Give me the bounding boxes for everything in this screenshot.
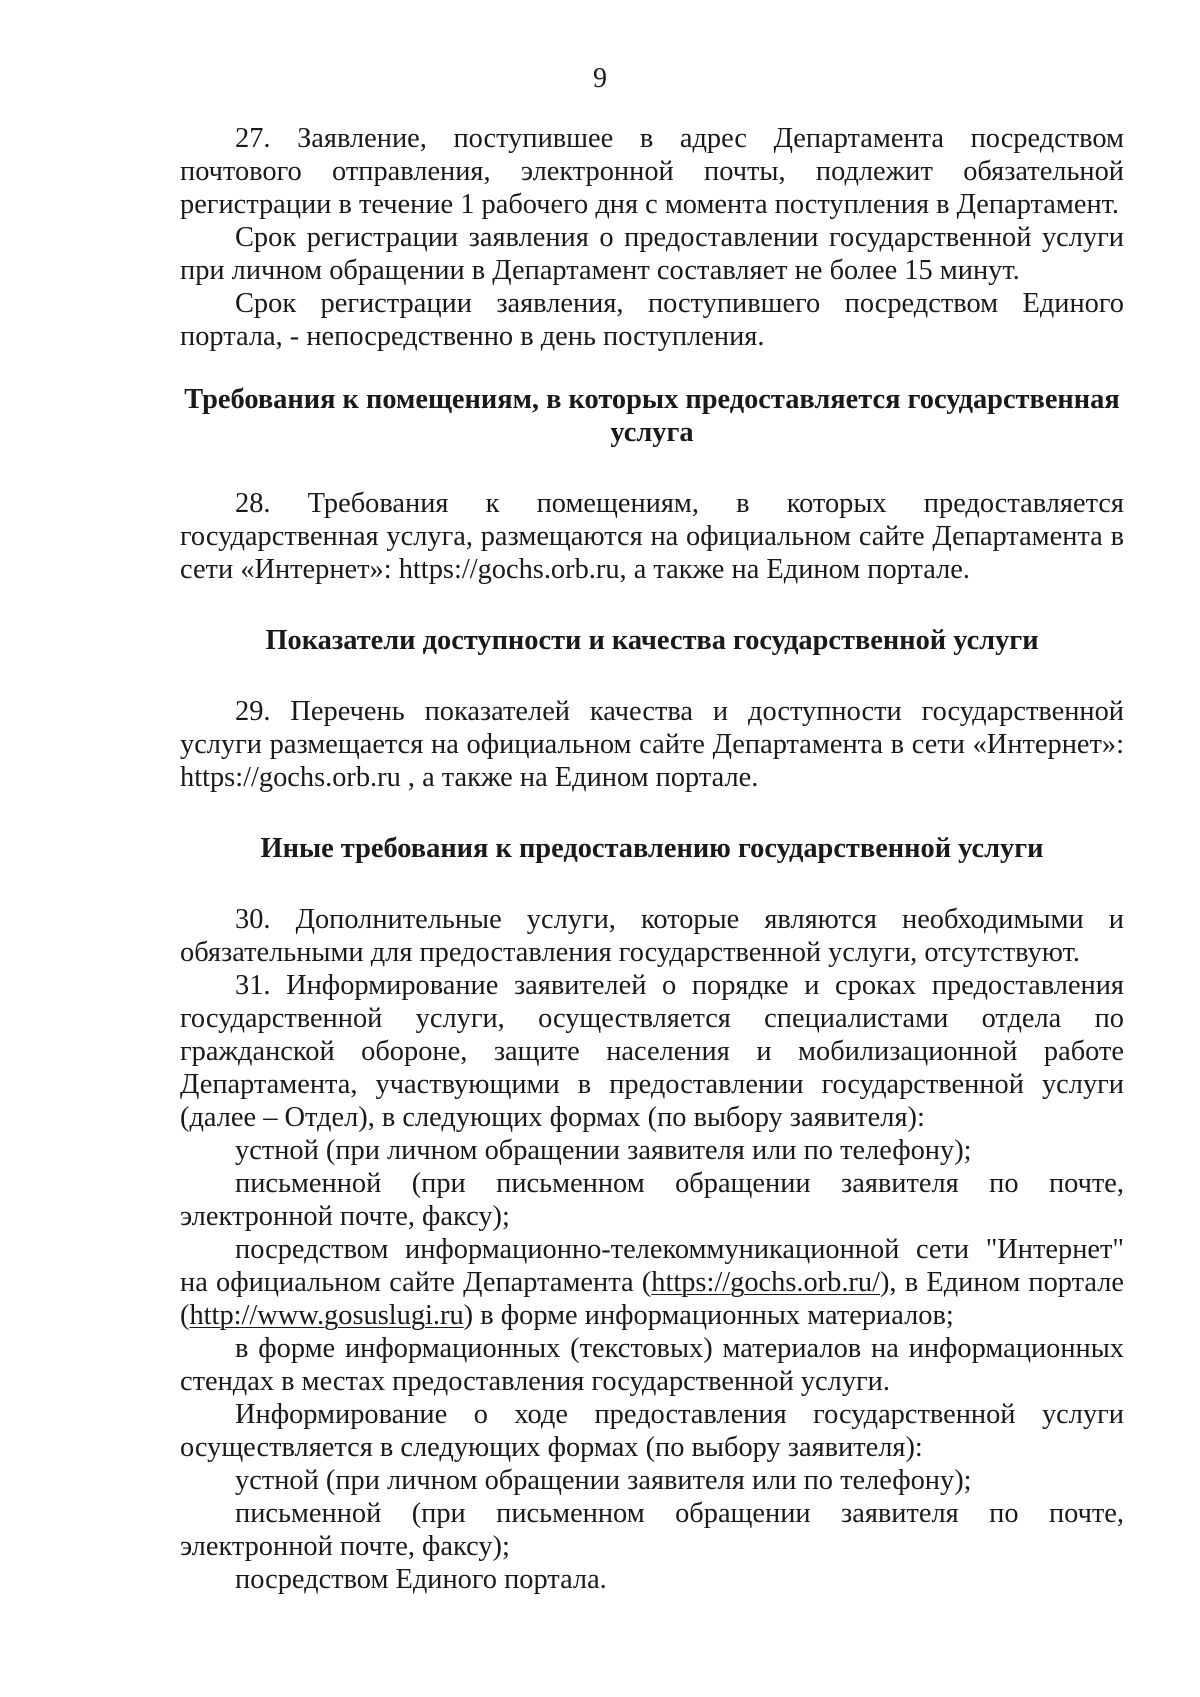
section-heading-premises: Требования к помещениям, в которых предоставляется государственная услуга (184, 384, 1120, 448)
progress-portal: посредством Единого портала. (235, 1564, 607, 1595)
link-gochs[interactable]: https://gochs.orb.ru/ (651, 1267, 880, 1298)
form-internet-text-pre: посредством информационно-телекоммуникационной сети "Интернет" на официальном сайте Департамента ( (180, 1234, 1124, 1298)
form-internet-text-mid: ), в Едином портале ( (180, 1267, 1124, 1331)
paragraph-27-registration-portal: Срок регистрации заявления, поступившего посредством Единого портала, - непосредственно в день поступления. (180, 288, 1124, 352)
document-body (180, 122, 1124, 1596)
link-gosuslugi[interactable]: http://www.gosuslugi.ru (189, 1300, 464, 1331)
section-heading-other-requirements: Иные требования к предоставлению государственной услуги (260, 833, 1044, 864)
paragraph-28: 28. Требования к помещениям, в которых предоставляется государственная услуга, размещаются на официальном сайте Департамента в сети «Интернет»: https://gochs.orb.ru, а также на Едином портале. (180, 488, 1124, 585)
paragraph-31: 31. Информирование заявителей о порядке и сроках предоставления государственной услуги, осуществляется специалистами отдела по гражданской обороне, защите населения и мобилизационной работе Департамента, участвующими в предоставлении государственной услуги (далее – Отдел), в следующих формах (по выбору заявителя): (180, 970, 1124, 1133)
paragraph-27: 27. Заявление, поступившее в адрес Департамента посредством почтового отправления, электронной почты, подлежит обязательной регистрации в течение 1 рабочего дня с момента поступления в Департамент. (180, 123, 1124, 220)
section-heading-quality-indicators: Показатели доступности и качества государственной услуги (265, 625, 1039, 656)
page-number: 9 (593, 63, 607, 94)
form-stands: в форме информационных (текстовых) материалов на информационных стендах в местах предоставления государственной услуги. (180, 1333, 1124, 1397)
form-oral: устной (при личном обращении заявителя или по телефону); (235, 1135, 972, 1166)
progress-intro: Информирование о ходе предоставления государственной услуги осуществляется в следующих формах (по выбору заявителя): (180, 1399, 1124, 1463)
progress-written: письменной (при письменном обращении заявителя по почте, электронной почте, факсу); (180, 1498, 1124, 1562)
form-internet-text-post: ) в форме информационных материалов; (463, 1300, 954, 1331)
paragraph-30: 30. Дополнительные услуги, которые являются необходимыми и обязательными для предоставления государственной услуги, отсутствуют. (180, 904, 1124, 968)
form-internet (180, 1233, 1124, 1332)
progress-oral: устной (при личном обращении заявителя или по телефону); (235, 1465, 972, 1496)
paragraph-29: 29. Перечень показателей качества и доступности государственной услуги размещается на официальном сайте Департамента в сети «Интернет»: https://gochs.orb.ru , а также на Едином портале. (180, 696, 1124, 793)
paragraph-27-registration-personal: Срок регистрации заявления о предоставлении государственной услуги при личном обращении в Департамент составляет не более 15 минут. (180, 222, 1124, 286)
form-written: письменной (при письменном обращении заявителя по почте, электронной почте, факсу); (180, 1168, 1124, 1232)
